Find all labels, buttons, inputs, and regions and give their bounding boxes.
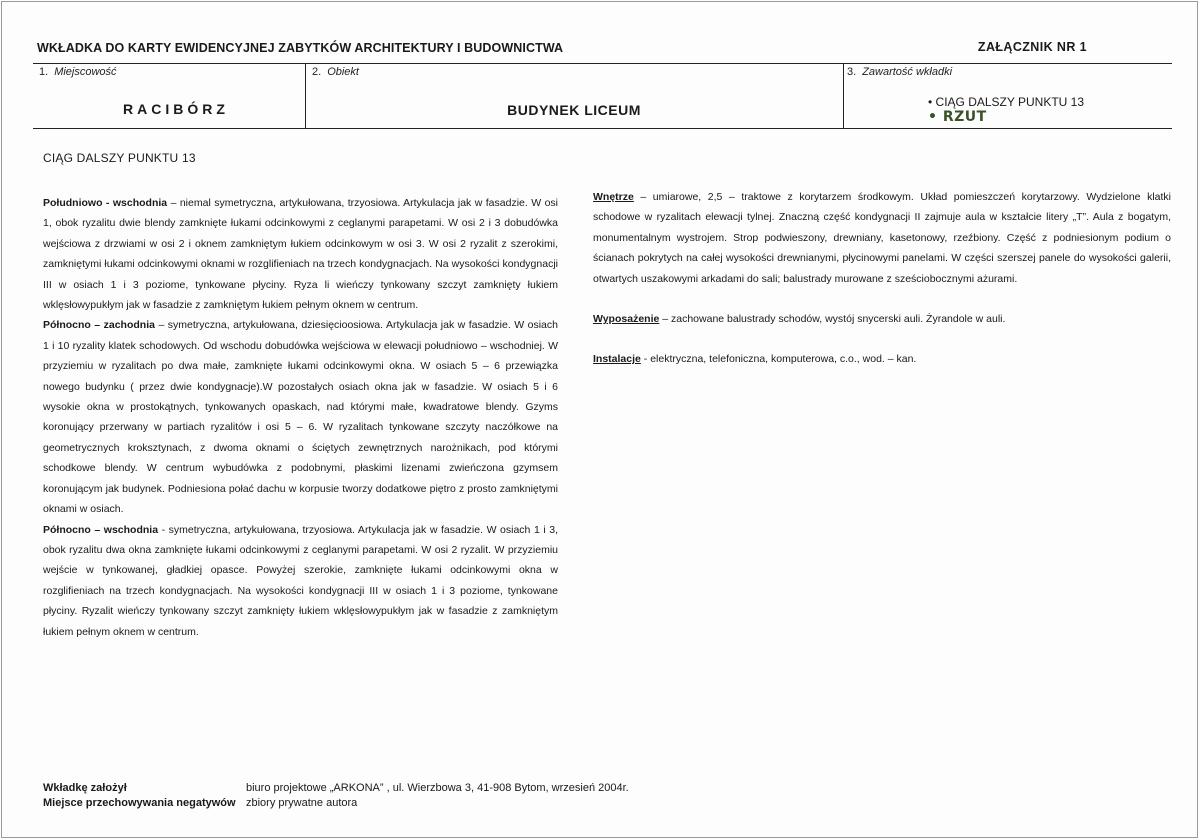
footer-labels (43, 781, 236, 811)
contents-field-number: 3. (847, 66, 857, 78)
interior-text: – umiarowe, 2,5 – traktowe z korytarzem środkowym. Układ pomieszczeń korytarzowy. Wydzielone klatki schodowe w ryzalitach elewacji tylnej. Znaczną część kondygnacji II zajmuje aula w kształcie litery „T”. Aula z bogatym, monumentalnym wystrojem. Strop podwieszony, drewniany, kasetonowy, rzeźbiony. Część z podniesionym podium o ścianach pokrytych na całej wysokości drewnianymi, płycinowymi panelami. W części szerszej panele do wysokości galerii, otwartych uszakowymi arkadami do sali; balustrady murowane z sześciobocznymi ażurami. (593, 191, 1171, 285)
form-divider-1 (305, 63, 306, 128)
installations-heading: Instalacje (593, 353, 641, 366)
southeast-facade-heading: Południowo - wschodnia (43, 197, 168, 209)
negatives-location-label: Miejsce przechowywania negatywów (43, 797, 236, 809)
contents-field-label (847, 66, 952, 78)
author-value: biuro projektowe „ARKONA” , ul. Wierzbowa 3, 41-908 Bytom, wrzesień 2004r. (246, 782, 629, 794)
contents-list (928, 95, 1084, 125)
northwest-facade-paragraph (43, 315, 558, 519)
northwest-facade-heading: Północno – zachodnia (43, 319, 155, 332)
southeast-facade-paragraph (43, 193, 558, 315)
equipment-heading: Wyposażenie (593, 313, 660, 326)
place-field-label (39, 66, 117, 78)
northeast-facade-text: - symetryczna, artykułowana, trzyosiowa. Artykulacja jak w fasadzie. W osiach 1 i 3, obok ryzalitu dwa okna zamknięte łukami odcinkowymi z ceglanymi parapetami. W osi 2 ryzalit. W przyziemiu wejście w tynkowanej, gładkiej opasce. Powyżej szerokie, zamknięte łukami odcinkowymi okna w rozglifieniach na trzech kondygnacjach. Na wysokości kondygnacji III w osiach 1 i 3 poziome, tynkowane płyciny. Ryzalit wieńczy tynkowany szczyt zamknięty łukiem wklęsłowypukłym jak w fasadzie z zamkniętym łukiem pełnym oknem w centrum. (43, 523, 559, 638)
equipment-text: – zachowane balustrady schodów, wystój snycerski auli. Żyrandole w auli. (659, 313, 1006, 326)
northwest-facade-text: – symetryczna, artykułowana, dziesięcioosiowa. Artykulacja jak w fasadzie. W osiach 1 i 10 ryzality klatek schodowych. Od wschodu dobudówka wejściowa w elewacji południowo – wschodniej. W przyziemiu w ryzalitach po dwa małe, zamknięte łukami odcinkowymi okna. W osiach 5 – 6 przewiązka nowego budynku ( przez dwie kondygnacje).W pozostałych osiach okna jak w fasadzie. W osiach 5 i 6 wysokie okna w prostokątnych, tynkowanych opaskach, nad którymi małe, kwadratowe blendy. Gzyms koronujący przerwany w partiach ryzalitów i osi 5 – 6. W ryzalitach tynkowane szczyty naczółkowe na geometrycznych kroksztynach, z dwoma oknami o ściętych zewnętrznych narożnikach, pod którymi schodkowe blendy. W centrum wybudówka z podobnymi, płaskimi lizenami zwieńczona gzymsem koronującym jak budynek. Podniesiona połać dachu w korpusie tworzy dodatkowe piętro z prosto zamkniętymi oknami w osiach. (43, 319, 558, 516)
southeast-facade-text: – niemal symetryczna, artykułowana, trzyosiowa. Artykulacja jak w fasadzie. W osi 1, obok ryzalitu dwie blendy zamknięte łukami odcinkowymi z ceglanymi parapetami. W osi 2 i 3 dobudówka wejściowa z drzwiami w osi 2 i oknem zamkniętym łukiem odcinkowym w osi 3. W osi 2 ryzalit z szerokimi, zamkniętymi łukami odcinkowymi oknami w rozglifieniach na trzech kondygnacjach. Na wysokości kondygnacji III w osiach 1 i 3 poziome, tynkowane płyciny. Ryza li wieńczy tynkowany szczyt zamknięty łukiem wklęsłowypukłym jak w fasadzie z zamkniętym łukiem pełnym oknem w centrum. (43, 197, 558, 312)
facade-descriptions (43, 193, 558, 642)
place-field-caption: Miejscowość (54, 66, 117, 78)
annex-number: ZAŁĄCZNIK NR 1 (977, 40, 1087, 54)
form-bottom-rule (33, 128, 1172, 129)
northeast-facade-paragraph (43, 520, 558, 642)
contents-item-plan-handwritten: • RZUT (928, 109, 987, 125)
footer-values (246, 781, 629, 811)
document-title: WKŁADKA DO KARTY EWIDENCYJNEJ ZABYTKÓW ARCHITEKTURY I BUDOWNICTWA (37, 41, 564, 55)
author-label: Wkładkę założył (43, 782, 127, 794)
interior-descriptions (593, 187, 1171, 370)
contents-field-caption: Zawartość wkładki (862, 66, 953, 78)
form-top-rule (33, 63, 1172, 64)
continuation-heading: CIĄG DALSZY PUNKTU 13 (43, 151, 196, 165)
object-field-caption: Obiekt (327, 66, 359, 78)
object-value: BUDYNEK LICEUM (507, 102, 641, 118)
equipment-paragraph (593, 309, 1171, 329)
interior-heading: Wnętrze (593, 191, 634, 203)
contents-item-continuation: • CIĄG DALSZY PUNKTU 13 (928, 95, 1085, 109)
place-value: RACIBÓRZ (123, 101, 229, 117)
northeast-facade-heading: Północno – wschodnia (43, 523, 159, 536)
interior-paragraph (593, 187, 1171, 289)
negatives-location-value: zbiory prywatne autora (246, 797, 358, 809)
form-divider-2 (843, 63, 844, 128)
object-field-label (312, 66, 359, 78)
place-field-number: 1. (39, 66, 49, 78)
object-field-number: 2. (312, 66, 322, 78)
installations-text: - elektryczna, telefoniczna, komputerowa, c.o., wod. – kan. (640, 353, 917, 366)
installations-paragraph (593, 349, 1171, 369)
